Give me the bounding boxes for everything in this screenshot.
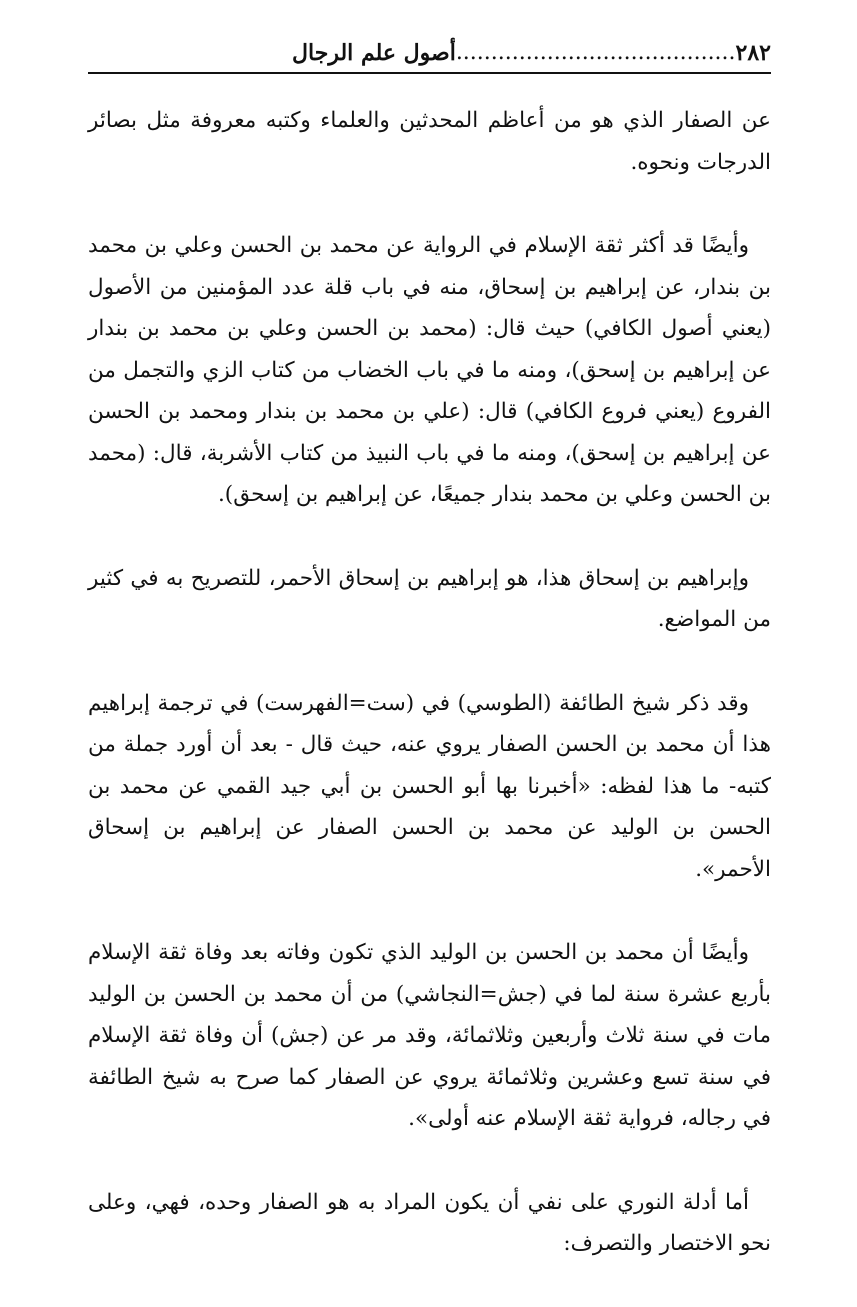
running-header bbox=[88, 32, 771, 74]
paragraph-1: عن الصفار الذي هو من أعاظم المحدثين والعلماء وكتبه معروفة مثل بصائر الدرجات ونحوه. bbox=[88, 108, 771, 175]
paragraph-2: وأيضًا قد أكثر ثقة الإسلام في الرواية عن محمد بن الحسن وعلي بن محمد بن بندار، عن إبراهيم بن إسحاق، منه في باب قلة عدد المؤمنين من الأصول (يعني أصول الكافي) حيث قال: (محمد بن الحسن وعلي بن محمد بن بندار عن إبراهيم بن إسحق)، ومنه ما في باب الخضاب من كتاب الزي والتجمل من الفروع (يعني فروع الكافي) قال: (علي بن محمد بن بندار ومحمد بن الحسن عن إبراهيم بن إسحق)، ومنه ما في باب النبيذ من كتاب الأشربة، قال: (محمد بن الحسن وعلي بن محمد بندار جميعًا، عن إبراهيم بن إسحق). bbox=[88, 233, 771, 507]
page-number: ٢٨٢ bbox=[735, 40, 771, 66]
body-text bbox=[88, 100, 771, 1307]
paragraph-3: وإبراهيم بن إسحاق هذا، هو إبراهيم بن إسحاق الأحمر، للتصريح به في كثير من المواضع. bbox=[88, 565, 771, 632]
paragraph-4: وقد ذكر شيخ الطائفة (الطوسي) في (ست=الفهرست) في ترجمة إبراهيم هذا أن محمد بن الحسن الصفار يروي عنه، حيث قال - بعد أن أورد جملة من كتبه- ما هذا لفظه: «أخبرنا بها أبو الحسن بن أبي جيد القمي عن محمد بن الحسن بن الوليد عن محمد بن الحسن الصفار عن إبراهيم بن إسحاق الأحمر». bbox=[88, 690, 771, 882]
paragraph-5: وأيضًا أن محمد بن الحسن بن الوليد الذي تكون وفاته بعد وفاة ثقة الإسلام بأربع عشرة سنة لما في (جش=النجاشي) من أن محمد بن الحسن بن الوليد مات في سنة ثلاث وأربعين وثلاثمائة، وقد مر عن (جش) أن وفاة ثقة الإسلام في سنة تسع وعشرين وثلاثمائة يروي عن الصفار كما صرح به شيخ الطائفة في رجاله، فرواية ثقة الإسلام عنه أولى». bbox=[88, 940, 771, 1131]
paragraph-6: أما أدلة النوري على نفي أن يكون المراد به هو الصفار وحده، فهي، وعلى نحو الاختصار والتصرف: bbox=[88, 1189, 771, 1256]
running-header-title: أصول علم الرجال bbox=[292, 40, 456, 66]
header-dot-leader: ........................................ bbox=[455, 40, 736, 65]
